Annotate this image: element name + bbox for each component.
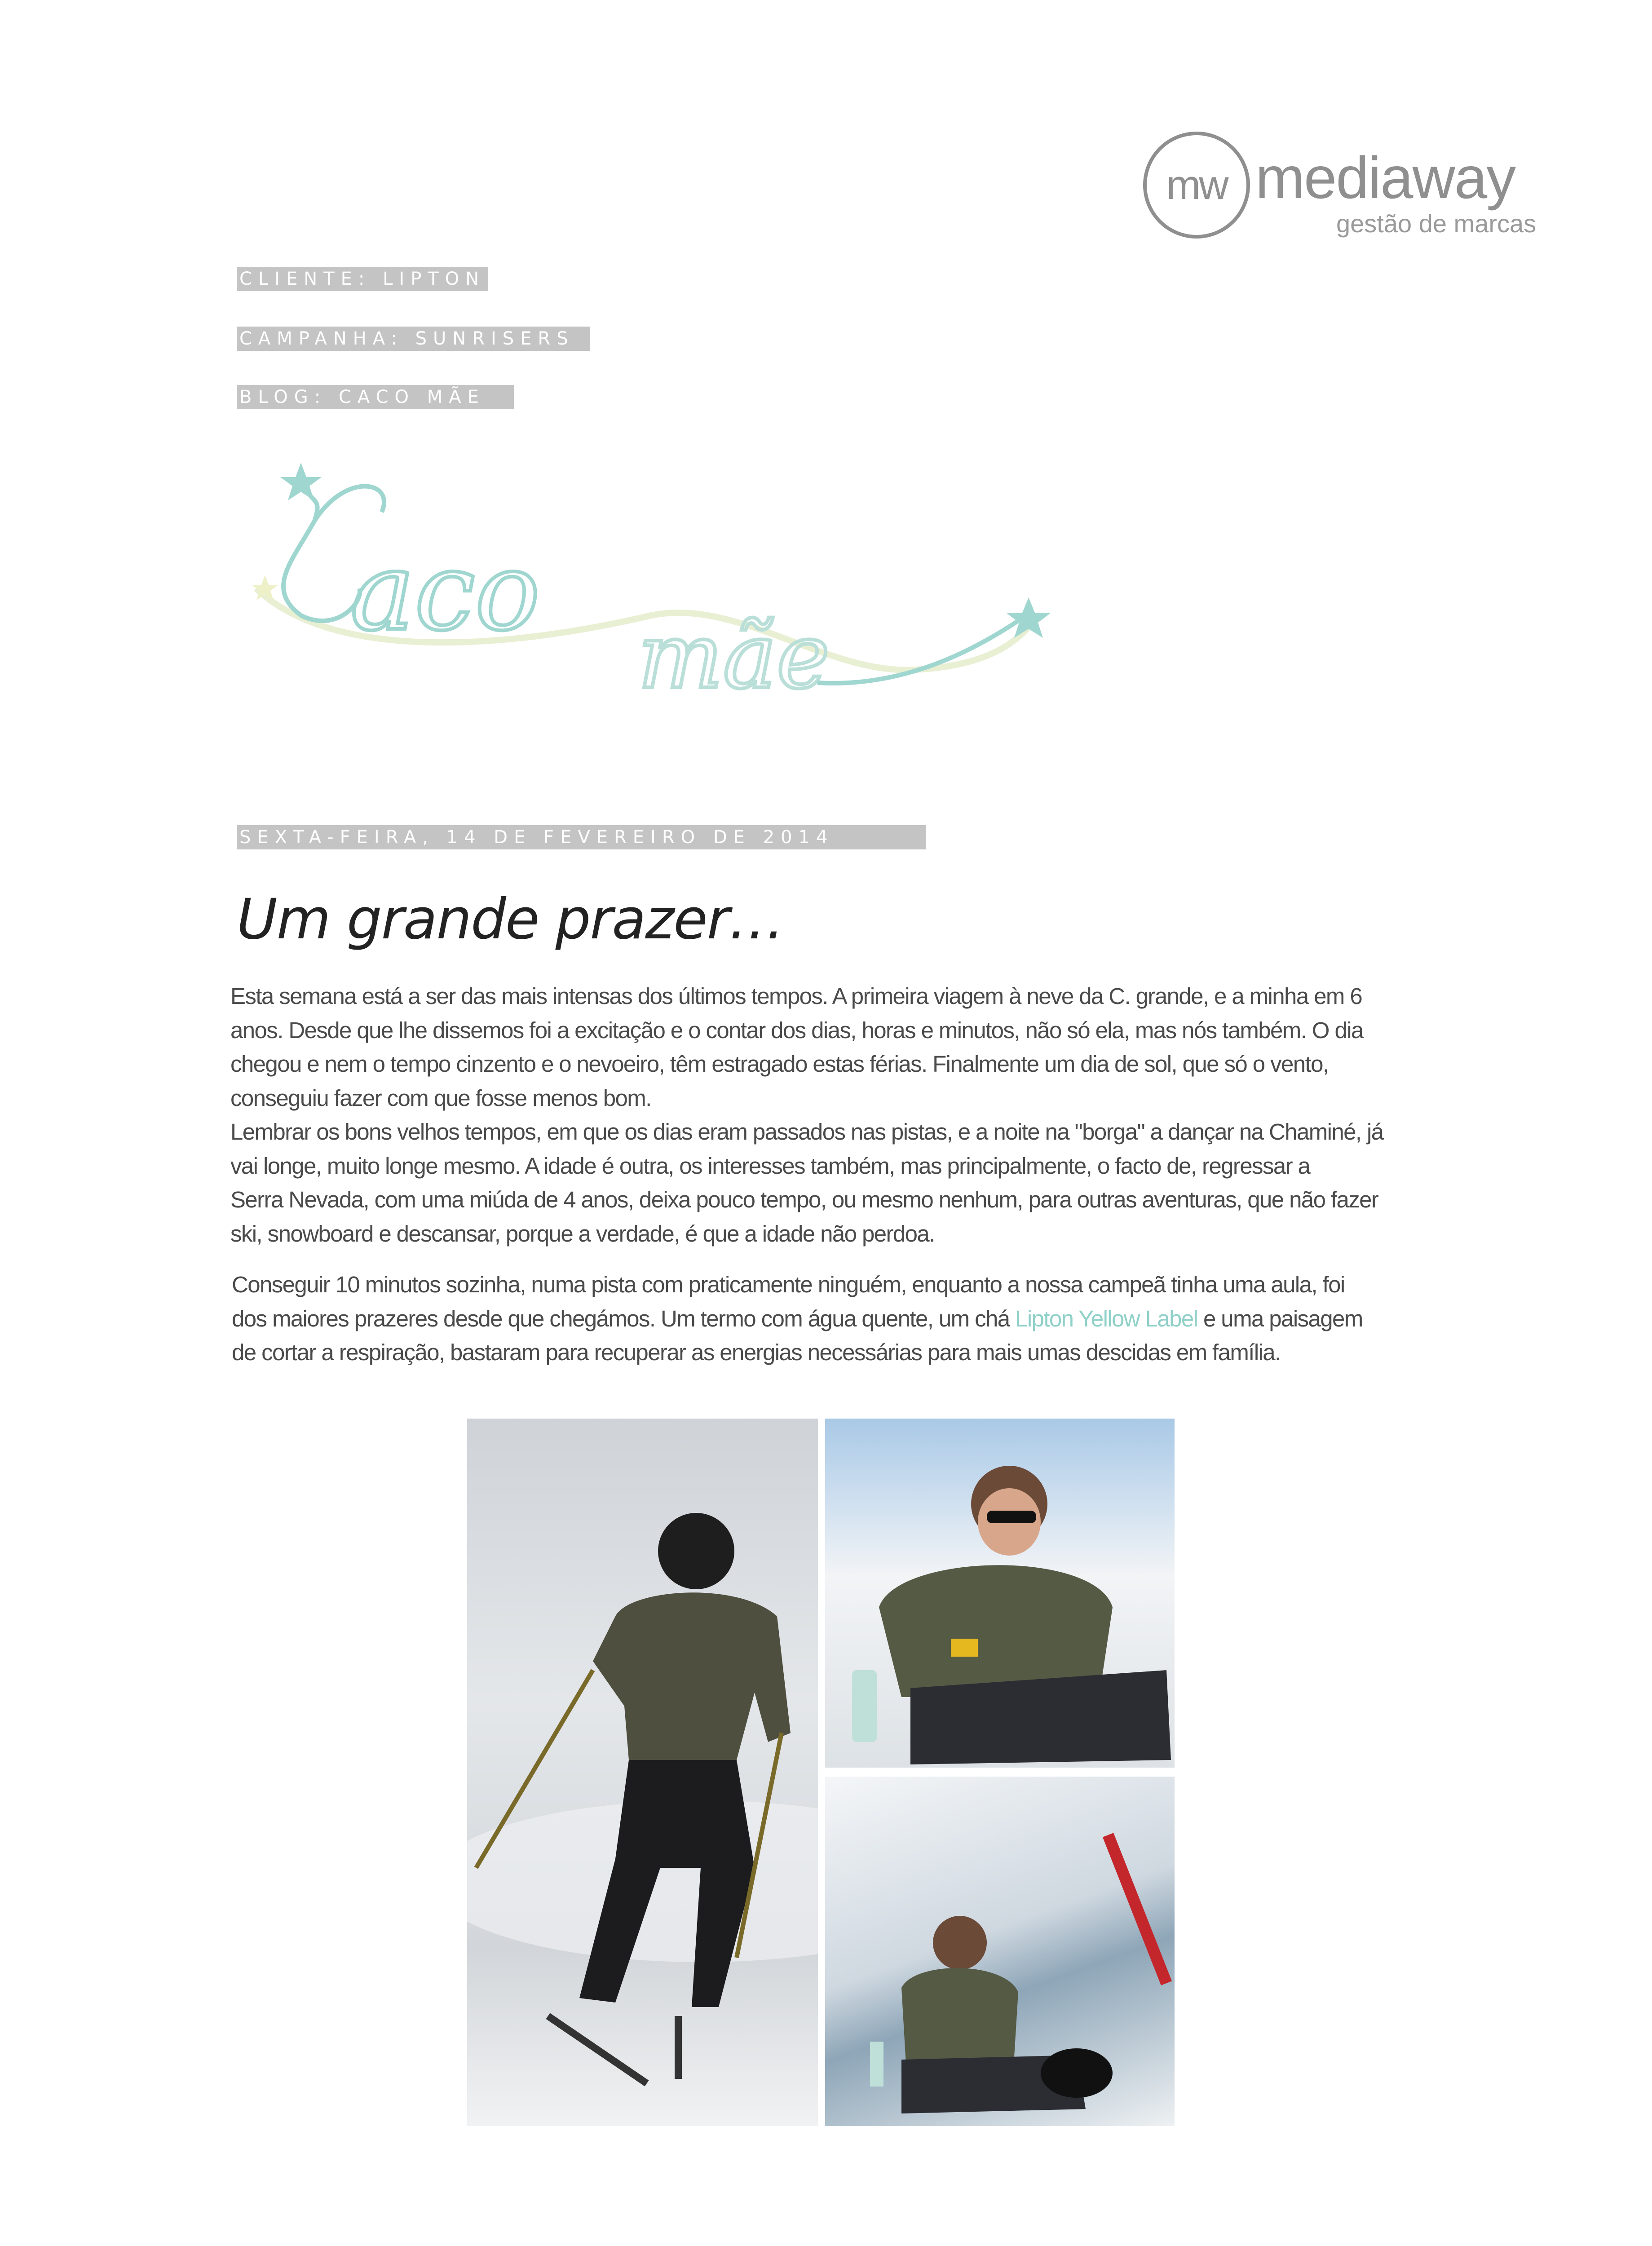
- campaign-tag: CAMPANHA: SUNRISERS: [237, 327, 590, 351]
- text-segment: e uma paisagem: [1197, 1305, 1363, 1331]
- text-line: chegou e nem o tempo cinzento e o nevoeiro, têm estragado estas férias. Finalmente um dia de sol, que só o vento,: [230, 1051, 1329, 1077]
- post-paragraph-2: [232, 1268, 1548, 1370]
- text-line: vai longe, muito longe mesmo. A idade é outra, os interesses também, mas principalmente, o facto de, regressar a: [230, 1153, 1310, 1179]
- text-line: ski, snowboard e descansar, porque a verdade, é que a idade não perdoa.: [230, 1220, 935, 1247]
- mediaway-tagline: gestão de marcas: [1336, 209, 1537, 238]
- tea-break-illustration: [825, 1419, 1175, 1768]
- text-line: de cortar a respiração, bastaram para recuperar as energias necessárias para mais umas descidas em família.: [232, 1340, 1281, 1365]
- mediaway-logo-name: mediaway: [1255, 145, 1515, 211]
- mediaway-logo-mark: mw: [1143, 132, 1250, 239]
- photo-skier: [467, 1419, 818, 2126]
- skier-illustration: [467, 1419, 818, 2126]
- snow-rest-illustration: [825, 1777, 1175, 2126]
- caco-mae-blog-logo: [247, 454, 1056, 710]
- text-line: Lembrar os bons velhos tempos, em que os dias eram passados nas pistas, e a noite na "borga" a dançar na Chaminé, já: [230, 1119, 1383, 1145]
- photo-sitting-tea: [825, 1419, 1175, 1768]
- text-line: conseguiu fazer com que fosse menos bom.: [230, 1085, 651, 1111]
- text-line: Serra Nevada, com uma miúda de 4 anos, deixa pouco tempo, ou mesmo nenhum, para outras aventuras, que não fazer: [230, 1187, 1378, 1212]
- text-line: [232, 1302, 1548, 1336]
- star-icon: [1006, 597, 1051, 638]
- blog-tag: BLOG: CACO MÃE: [237, 385, 514, 409]
- star-icon: [280, 463, 322, 500]
- photo-sitting-snow: [825, 1777, 1175, 2126]
- text-line: Esta semana está a ser das mais intensas dos últimos tempos. A primeira viagem à neve da C. grande, e a minha em 6: [230, 983, 1362, 1009]
- post-date: SEXTA-FEIRA, 14 DE FEVEREIRO DE 2014: [237, 825, 926, 849]
- text-line: Conseguir 10 minutos sozinha, numa pista com praticamente ninguém, enquanto a nossa campeã tinha uma aula, foi: [232, 1272, 1345, 1297]
- post-paragraph-1: [230, 979, 1546, 1251]
- post-title[interactable]: Um grande prazer…: [237, 887, 784, 952]
- text-segment: dos maiores prazeres desde que chegámos. Um termo com água quente, um chá: [232, 1305, 1016, 1331]
- svg-text:aco: aco: [350, 529, 540, 654]
- text-line: anos. Desde que lhe dissemos foi a excitação e o contar dos dias, horas e minutos, não só ela, mas nós também. O dia: [230, 1017, 1363, 1043]
- lipton-yellow-label-link[interactable]: Lipton Yellow Label: [1015, 1305, 1198, 1331]
- client-tag: CLIENTE: LIPTON: [237, 267, 488, 291]
- svg-text:mãe: mãe: [638, 604, 830, 709]
